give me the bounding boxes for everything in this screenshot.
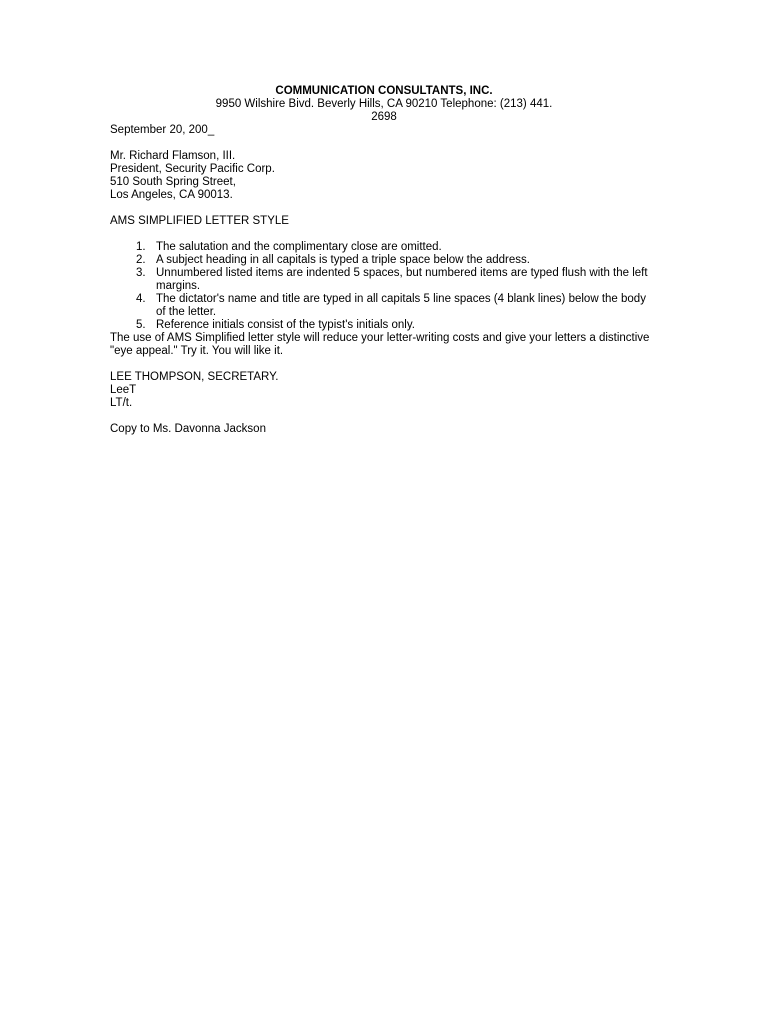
body-paragraph: The use of AMS Simplified letter style will reduce your letter-writing costs and give your letters a distinctive "eye appeal." Try it. You will like it. xyxy=(110,332,650,357)
list-item xyxy=(110,241,658,254)
recipient-city: Los Angeles, CA 90013. xyxy=(110,189,233,201)
list-item-number: 5. xyxy=(136,319,146,331)
list-item-text: Unnumbered listed items are indented 5 spaces, but numbered items are typed flush with the left margins. xyxy=(156,267,648,292)
letter-date: September 20, 200_ xyxy=(110,124,215,136)
signature: LeeT xyxy=(110,384,137,396)
list-item-text: A subject heading in all capitals is typed a triple space below the address. xyxy=(156,254,530,266)
list-item xyxy=(110,293,658,319)
signer-name-title: LEE THOMPSON, SECRETARY. xyxy=(110,371,279,383)
list-item-text: The salutation and the complimentary close are omitted. xyxy=(156,241,442,253)
spacer xyxy=(110,410,658,423)
subject-heading: AMS SIMPLIFIED LETTER STYLE xyxy=(110,215,289,227)
company-address: 9950 Wilshire Bivd. Beverly Hills, CA 90210 Telephone: (213) 441. 2698 xyxy=(215,98,553,123)
recipient-address xyxy=(110,150,658,202)
list-item xyxy=(110,254,658,267)
list-item xyxy=(110,267,658,293)
spacer xyxy=(110,137,658,150)
spacer xyxy=(110,202,658,215)
letterhead xyxy=(110,85,658,124)
signature-block xyxy=(110,371,658,410)
numbered-list xyxy=(110,241,658,332)
copy-notation: Copy to Ms. Davonna Jackson xyxy=(110,423,266,435)
list-item-number: 2. xyxy=(136,254,146,266)
list-item-number: 4. xyxy=(136,293,146,305)
spacer xyxy=(110,358,658,371)
recipient-title: President, Security Pacific Corp. xyxy=(110,163,275,175)
company-name: COMMUNICATION CONSULTANTS, INC. xyxy=(275,85,493,97)
recipient-name: Mr. Richard Flamson, III. xyxy=(110,150,236,162)
list-item xyxy=(110,319,658,332)
reference-initials: LT/t. xyxy=(110,397,133,409)
letter-body xyxy=(110,85,658,436)
list-item-number: 3. xyxy=(136,267,146,279)
recipient-street: 510 South Spring Street, xyxy=(110,176,236,188)
spacer xyxy=(110,228,658,241)
list-item-text: The dictator's name and title are typed in all capitals 5 line spaces (4 blank lines) below the body of the letter. xyxy=(156,293,646,318)
list-item-number: 1. xyxy=(136,241,146,253)
list-item-text: Reference initials consist of the typist's initials only. xyxy=(156,319,415,331)
